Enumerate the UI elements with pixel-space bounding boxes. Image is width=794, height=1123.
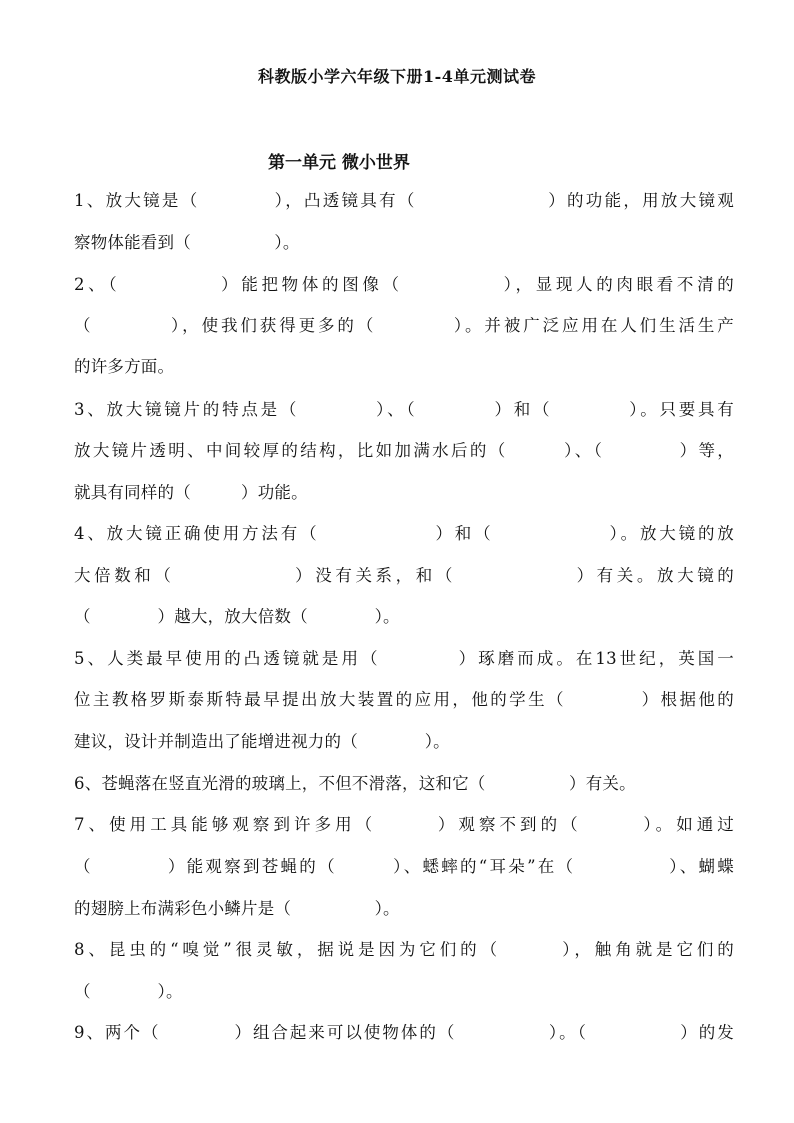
question-line: 5、人类最早使用的凸透镜就是用（ ）琢磨而成。在13世纪，英国一	[74, 649, 734, 668]
question-line: 1、放大镜是（ ），凸透镜具有（ ）的功能，用放大镜观	[74, 191, 734, 210]
question-line: 4、放大镜正确使用方法有（ ）和（ ）。放大镜的放	[74, 524, 734, 543]
question-line: （ ）越大，放大倍数（ ）。	[74, 607, 400, 626]
unit-heading: 第一单元 微小世界	[268, 153, 410, 173]
question-line: 就具有同样的（ ）功能。	[74, 483, 308, 502]
question-line: 的翅膀上布满彩色小鳞片是（ ）。	[74, 899, 400, 918]
question-line: （ ），使我们获得更多的（ ）。并被广泛应用在人们生活生产	[74, 316, 734, 335]
question-line: 3、放大镜镜片的特点是（ ）、（ ）和（ ）。只要具有	[74, 400, 734, 419]
question-line: 位主教格罗斯泰斯特最早提出放大装置的应用，他的学生（ ）根据他的	[74, 690, 734, 709]
document-title: 科教版小学六年级下册1-4单元测试卷	[258, 67, 536, 86]
question-line: （ ）。	[74, 982, 183, 1001]
question-line: 放大镜片透明、中间较厚的结构，比如加满水后的（ ）、（ ）等，	[74, 441, 734, 460]
question-line: 建议，设计并制造出了能增进视力的（ ）。	[74, 732, 450, 751]
question-line: 9、两个（ ）组合起来可以使物体的（ ）。（ ）的发	[74, 1023, 734, 1042]
question-line: （ ）能观察到苍蝇的（ ）、蟋蟀的“耳朵”在（ ）、蝴蝶	[74, 857, 734, 876]
question-line: 的许多方面。	[74, 357, 175, 376]
question-line: 7、使用工具能够观察到许多用（ ）观察不到的（ ）。如通过	[74, 815, 734, 834]
question-line: 2、（ ）能把物体的图像（ ），显现人的肉眼看不清的	[74, 275, 734, 294]
question-line: 大倍数和（ ）没有关系，和（ ）有关。放大镜的	[74, 566, 734, 585]
question-line: 察物体能看到（ ）。	[74, 233, 300, 252]
question-line: 8、昆虫的“嗅觉”很灵敏，据说是因为它们的（ ），触角就是它们的	[74, 940, 734, 959]
question-line: 6、苍蝇落在竖直光滑的玻璃上，不但不滑落，这和它（ ）有关。	[74, 774, 636, 793]
